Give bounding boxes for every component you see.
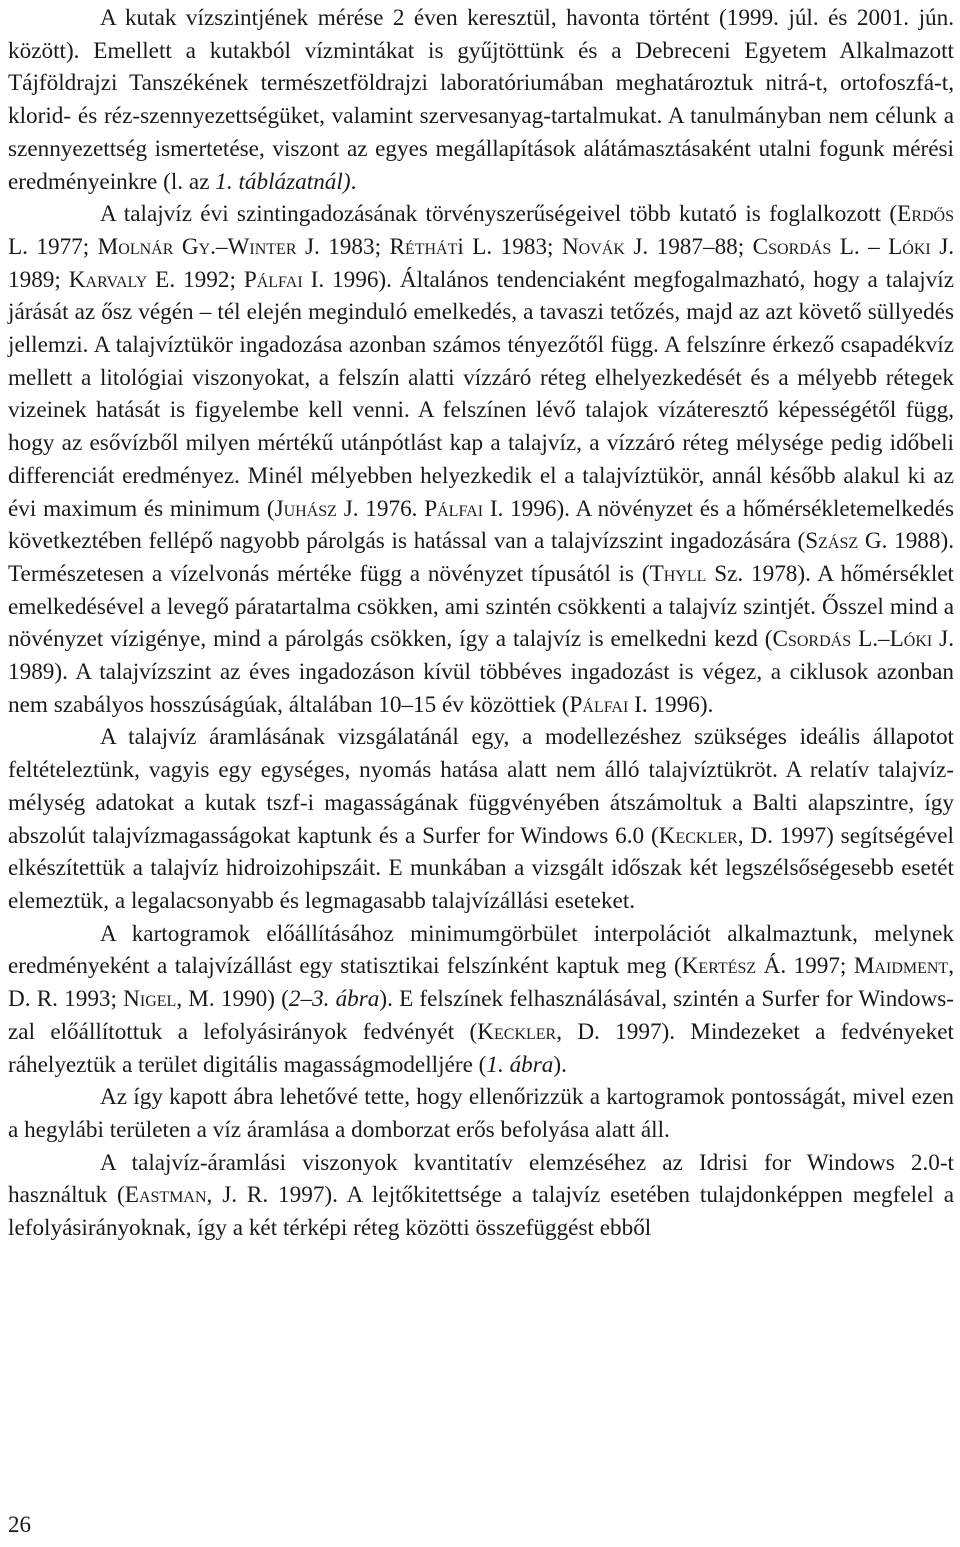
text-run: – <box>215 233 228 260</box>
text-run: I. 1996). <box>628 691 714 718</box>
figure-reference: 1. táblázatnál) <box>215 168 351 195</box>
body-text <box>8 0 954 1245</box>
text-run: , J. R. 1997). A lejtőkitettsége a talajvíz esetében tulajdonképpen megfelel a lefolyásirányoknak, így a két térképi réteg közötti összefüggést ebből <box>8 1182 954 1242</box>
text-run: J. 1987–88; <box>624 233 753 260</box>
author-name: Keckler <box>658 822 738 849</box>
text-run: Sz. 1978). A hőmérséklet emelkedésével a levegő páratartalma csökken, ami szintén csökkenti a talajvíz szintjét. Ősszel mind a növényzet vízigénye, mind a párolgás csökken, így a talajvíz is emelkedni kezd ( <box>8 560 955 653</box>
text-run: A talajvíz évi szintingadozásának törvényszerűségeivel több kutató is foglalkozott ( <box>100 201 898 228</box>
author-name: Thyll <box>649 560 707 587</box>
text-run: , D. R. 1993; <box>8 953 954 1013</box>
author-name: Réthát <box>389 233 458 260</box>
text-run: , M. 1990) ( <box>176 986 289 1013</box>
text-run: L. – <box>831 233 889 260</box>
body-paragraph <box>8 198 954 721</box>
text-run: , D. 1997) segítségével elkészítettük a talajvíz hidroizohipszáit. E munkában a vizsgált időszak két legszélsőségesebb esetét elemeztük, a legalacsonyabb és legmagasabb talajvízállási eseteket. <box>8 822 955 914</box>
author-name: Eastman <box>124 1182 207 1209</box>
author-name: Pálfai <box>424 495 484 522</box>
author-name: Csordás <box>772 626 852 653</box>
author-name: Csordás <box>752 233 832 260</box>
author-name: Nigel <box>123 986 177 1013</box>
author-name: Kertész <box>681 953 757 980</box>
text-run: J. 1976. <box>336 495 425 522</box>
author-name: Pálfai <box>243 266 303 293</box>
text-run: i L. 1983; <box>457 233 562 260</box>
text-run: G. 1988). Természetesen a vízelvonás mértéke függ a növényzet típusától is ( <box>8 528 955 587</box>
body-paragraph <box>8 918 954 1082</box>
body-paragraph <box>8 721 954 917</box>
text-run: A kutak vízszintjének mérése 2 éven keresztül, havonta történt (1999. júl. és 2001. jún. között). Emellett a kutakból vízmintákat is gyűjtöttünk és a Debreceni Egyetem Alkalmazott Tájföldrajzi Tanszékének természetföldrajzi laboratóriumában meghatároztuk nitrá-t, ortofoszfá-t, klorid- és réz-szennyezettségüket, valamint szervesanyag-tartalmukat. A tanulmányban nem célunk a szennyezettség ismertetése, viszont az egyes megállapítások alátámasztásaként utalni fogunk mérési eredményeinkre (l. az <box>8 5 954 195</box>
text-run: A kartogramok előállításához minimumgörbület interpolációt alkalmaztunk, melynek eredményeként a talajvízállást egy statisztikai felszínként kaptuk meg ( <box>8 920 954 980</box>
author-name: Maidment <box>853 953 949 980</box>
text-run: I. 1996). Általános tendenciaként megfogalmazható, hogy a talajvíz járását az ősz végén – tél elején meginduló emelkedés, a tavaszi tetőzés, majd az azt követő süllyedés jellemzi. A talajvíztükör ingadozása azonban számos tényezőtől függ. A felszínre érkező csapadékvíz mellett a litológiai viszonyokat, a felszín alatti vízzáró réteg elhelyezkedését és a mélyebb rétegek vizeinek hatását is figyelembe kell venni. A felszínen lévő talajok vízáteresztő képességétől függ, hogy az esővízből milyen mértékű utánpótlást kap a talajvíz, a vízzáró réteg mélysége pedig időbeli differenciát eredményez. Minél mélyebben helyezkedik el a talajvíztükör, annál később alakul ki az évi maximum és minimum ( <box>8 266 954 522</box>
document-page <box>8 0 954 1245</box>
figure-reference: 2–3. ábra <box>288 986 380 1013</box>
author-name: Winter <box>227 233 297 260</box>
text-run: L.– <box>851 626 890 653</box>
page-number: 26 <box>8 1512 31 1537</box>
text-run: J. 1983; <box>296 233 390 260</box>
author-name: Erdős <box>897 201 954 228</box>
text-run: . <box>350 168 357 195</box>
author-name: Lóki <box>888 233 931 260</box>
text-run: A talajvíz-áramlási viszonyok kvantitatív elemzéséhez az Idrisi for Windows 2.0-t használtuk ( <box>8 1149 954 1209</box>
author-name: Keckler <box>477 1018 557 1045</box>
author-name: Lóki <box>889 626 933 653</box>
text-run: ). E felszínek felhasználásával, szintén a Surfer for Windows-zal előállítottuk a lefolyásirányok fedvényét ( <box>8 986 955 1045</box>
body-paragraph <box>8 0 954 198</box>
author-name: Szász <box>805 528 859 555</box>
author-name: Juhász <box>274 495 337 522</box>
text-run: J. 1989; <box>8 233 955 293</box>
author-name: Novák <box>561 233 625 260</box>
figure-reference: 1. ábra <box>486 1051 554 1078</box>
text-run: E. 1992; <box>147 266 244 293</box>
author-name: Molnár Gy. <box>97 233 216 260</box>
text-run: Az így kapott ábra lehetővé tette, hogy ellenőrizzük a kartogramok pontosságát, mivel ezen a hegylábi területen a víz áramlása a domborzat erős befolyása alatt áll. <box>8 1084 954 1143</box>
author-name: Pálfai <box>569 691 629 718</box>
text-run: ). <box>553 1051 567 1078</box>
text-run: A talajvíz áramlásának vizsgálatánál egy, a modellezéshez szükséges ideális állapotot feltételeztünk, vagyis egy egységes, nyomás hatása alatt nem álló talajvíztükröt. A relatív talajvíz-mélység adatokat a kutak tszf-i magasságának függvényében átszámoltuk a Balti alapszintre, így abszolút talajvízmagasságokat kaptunk és a Surfer for Windows 6.0 ( <box>8 724 954 849</box>
body-paragraph <box>8 1081 954 1146</box>
text-run: L. 1977; <box>8 233 98 260</box>
text-run: J. 1989). A talajvízszint az éves ingadozáson kívül többéves ingadozást is végez, a ciklusok azonban nem szabályos hosszúságúak, általában 10–15 év közöttiek ( <box>8 626 954 718</box>
author-name: Karvaly <box>68 266 148 293</box>
text-run: I. 1996). A növényzet és a hőmérsékletemelkedés következtében fellépő nagyobb párolgás is hatással van a talajvízszint ingadozására ( <box>8 495 955 555</box>
text-run: , D. 1997). Mindezeket a fedvényeket ráhelyeztük a terület digitális magasságmodelljére ( <box>8 1018 954 1078</box>
text-run: Á. 1997; <box>756 953 854 980</box>
body-paragraph <box>8 1147 954 1245</box>
